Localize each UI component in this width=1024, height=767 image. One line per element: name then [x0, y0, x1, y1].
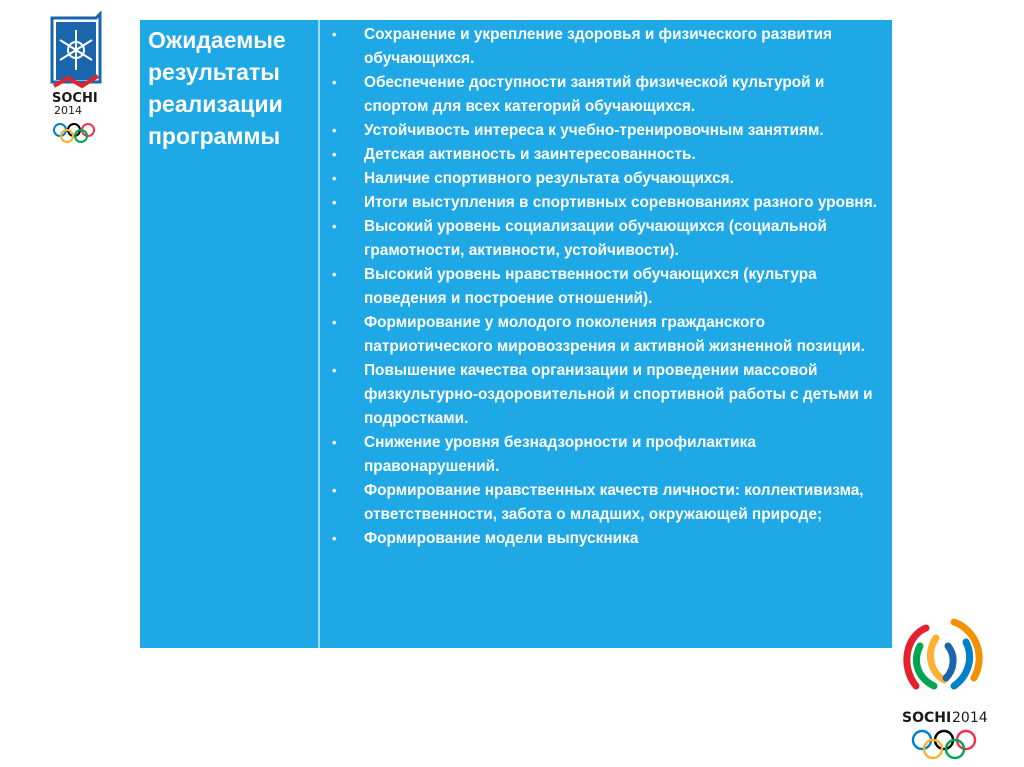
- sochi-2014-logo-bottom: [896, 616, 996, 762]
- logo-top-sochi-text: SOCHI: [52, 91, 98, 106]
- bullet-icon: •: [332, 123, 337, 138]
- results-table: [140, 20, 892, 648]
- sochi-2014-logo-top: [48, 10, 112, 150]
- list-item: [328, 479, 882, 527]
- list-item-text: Наличие спортивного результата обучающихся.: [364, 170, 734, 187]
- bullet-icon: •: [332, 363, 337, 378]
- bullet-icon: •: [332, 531, 337, 546]
- list-item: [328, 23, 882, 71]
- list-item: [328, 311, 882, 359]
- bullet-icon: •: [332, 195, 337, 210]
- list-item-text: Высокий уровень социализации обучающихся (социальной грамотности, активности, устойчивости).: [364, 218, 827, 259]
- list-item: [328, 167, 882, 191]
- olympic-rings-icon: [913, 731, 975, 758]
- bullet-icon: •: [332, 27, 337, 42]
- table-heading: Ожидаемые результаты реализации программы: [148, 27, 286, 149]
- list-item: [328, 527, 882, 551]
- logo-bottom-sochi-text: SOCHI: [902, 710, 952, 726]
- list-item: [328, 263, 882, 311]
- list-item-text: Формирование нравственных качеств личности: коллективизма, ответственности, забота о младших, окружающей природе;: [364, 482, 864, 523]
- logo-bottom-year-text: 2014: [952, 710, 988, 726]
- olympic-rings-icon: [54, 124, 94, 142]
- list-item-text: Высокий уровень нравственности обучающихся (культура поведения и построение отношений).: [364, 266, 817, 307]
- list-item: [328, 431, 882, 479]
- heading-cell: [140, 20, 320, 648]
- list-item: [328, 215, 882, 263]
- list-item-text: Обеспечение доступности занятий физической культурой и спортом для всех категорий обучающихся.: [364, 74, 825, 115]
- list-item: [328, 191, 882, 215]
- items-cell: [320, 20, 892, 648]
- list-item: [328, 359, 882, 431]
- logo-top-year-text: 2014: [54, 104, 82, 117]
- bullet-icon: •: [332, 75, 337, 90]
- bullet-icon: •: [332, 147, 337, 162]
- bullet-icon: •: [332, 483, 337, 498]
- list-item-text: Устойчивость интереса к учебно-тренировочным занятиям.: [364, 122, 824, 139]
- bullet-icon: •: [332, 315, 337, 330]
- bullet-icon: •: [332, 267, 337, 282]
- list-item: [328, 119, 882, 143]
- torch-flame-emblem-icon: [907, 622, 979, 686]
- list-item-text: Повышение качества организации и проведении массовой физкультурно-оздоровительной и спортивной работы с детьми и подростками.: [364, 362, 873, 427]
- list-item: [328, 143, 882, 167]
- list-item-text: Итоги выступления в спортивных соревнованиях разного уровня.: [364, 194, 877, 211]
- list-item-text: Формирование у молодого поколения гражданского патриотического мировоззрения и активной жизненной позиции.: [364, 314, 865, 355]
- bullet-icon: •: [332, 171, 337, 186]
- list-item-text: Снижение уровня безнадзорности и профилактика правонарушений.: [364, 434, 756, 475]
- list-item: [328, 71, 882, 119]
- bullet-icon: •: [332, 219, 337, 234]
- list-item-text: Сохранение и укрепление здоровья и физического развития обучающихся.: [364, 26, 833, 67]
- bullet-icon: •: [332, 435, 337, 450]
- list-item-text: Детская активность и заинтересованность.: [364, 146, 696, 163]
- results-list: [328, 23, 882, 551]
- list-item-text: Формирование модели выпускника: [364, 530, 639, 547]
